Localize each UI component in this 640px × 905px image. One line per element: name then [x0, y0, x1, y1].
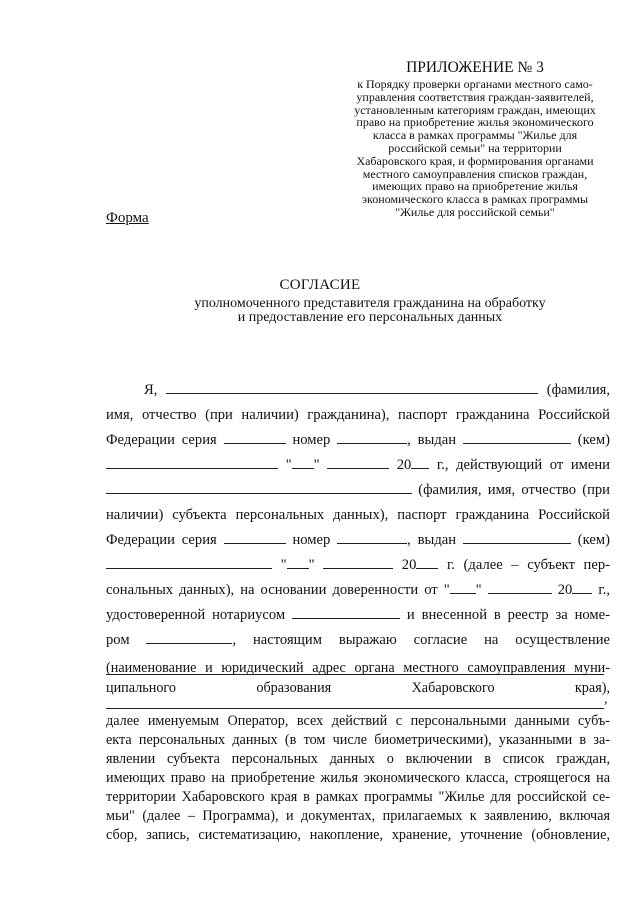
body-line-7: Федерации серия номер , выдан (кем) — [106, 532, 610, 548]
paragraph-line: территории Хабаровского края в рамках программы "Жилье для российской се- — [106, 789, 610, 805]
subject-passport-issuer-blank[interactable] — [463, 532, 571, 544]
registry-number-blank[interactable] — [146, 632, 232, 644]
appendix-line: Хабаровского края, и формирования органами — [356, 153, 594, 168]
appendix-line: экономического класса в рамках программы — [361, 192, 589, 207]
paragraph-line: екта персональных данных (в том числе биометрическими), указанными в за- — [106, 732, 610, 748]
subtitle-line: уполномоченного представителя гражданина на обработку — [194, 296, 546, 311]
passport-issuer-blank[interactable] — [463, 432, 571, 444]
appendix-line: класса в рамках программы "Жилье для — [372, 128, 578, 143]
appendix-header — [330, 58, 620, 219]
appendix-line: российской семьи" на территории — [388, 140, 562, 155]
appendix-line: имеющих право на приобретение жилья — [372, 179, 578, 194]
body-line-3: Федерации серия номер , выдан (кем) — [106, 432, 610, 448]
proxy-month-blank[interactable] — [488, 582, 552, 594]
subject-issue-month-blank[interactable] — [323, 557, 393, 569]
paragraph-line: имеющих право на приобретение жилья экономического класса, строящегося на — [106, 770, 610, 786]
body-line-8: " " 20 г. (далее – субъект пер- — [106, 557, 610, 574]
appendix-line: право на приобретение жилья экономического — [356, 115, 594, 130]
body-line-1: Я, (фамилия, — [144, 382, 610, 398]
body-line-9: сональных данных), на основании доверенности от " " 20 г., — [106, 582, 610, 598]
proxy-year-blank[interactable] — [572, 582, 592, 594]
notary-name-blank[interactable] — [292, 607, 400, 619]
issuer-continued-blank[interactable] — [106, 457, 278, 469]
subject-passport-series-blank[interactable] — [224, 532, 286, 544]
body-line-12: (наименование и юридический адрес органа местного самоуправления муни- — [106, 660, 610, 676]
representative-name-blank[interactable] — [166, 382, 538, 394]
passport-number-blank[interactable] — [337, 432, 407, 444]
document-subtitle — [0, 297, 640, 325]
appendix-line: к Порядку проверки органами местного само- — [357, 77, 593, 91]
comma: , — [604, 692, 608, 707]
paragraph-line: мьи" (далее – Программа), и документах, прилагаемых к заявлению, включая — [106, 808, 610, 824]
body-line-5: (фамилия, имя, отчество (при — [106, 482, 610, 499]
document-title: СОГЛАСИЕ — [279, 277, 361, 293]
body-line-6: наличии) субъекта персональных данных), паспорт гражданина Российской — [106, 507, 610, 523]
issue-month-blank[interactable] — [327, 457, 389, 469]
appendix-line: местного самоуправления списков граждан, — [362, 166, 588, 181]
body-line-11: ром , настоящим выражаю согласие на осуществление — [106, 632, 610, 648]
paragraph-line: явлении субъекта персональных данных о включении в список граждан, — [106, 751, 610, 767]
issue-day-blank[interactable] — [292, 457, 314, 469]
paragraph-line: далее именуемым Оператор, всех действий с персональными данными субъ- — [106, 713, 610, 729]
subject-issuer-continued-blank[interactable] — [106, 557, 272, 569]
passport-series-blank[interactable] — [224, 432, 286, 444]
proxy-day-blank[interactable] — [450, 582, 476, 594]
paragraph-line: сбор, запись, систематизацию, накопление, хранение, уточнение (обновление, — [106, 827, 610, 843]
appendix-line: "Жилье для российской семьи" — [395, 204, 555, 219]
body-line-13: ципального образования Хабаровского края), — [106, 680, 610, 696]
subtitle-line: и предоставление его персональных данных — [237, 310, 503, 325]
subject-passport-number-blank[interactable] — [337, 532, 407, 544]
subject-issue-year-blank[interactable] — [416, 557, 438, 569]
appendix-title: ПРИЛОЖЕНИЕ № 3 — [406, 59, 544, 76]
form-label: Форма — [106, 210, 149, 226]
body-line-10: удостоверенной нотариусом и внесенной в реестр за номе- — [106, 607, 610, 623]
subject-name-blank[interactable] — [106, 482, 412, 494]
body-line-4: " " 20 г., действующий от имени — [106, 457, 610, 474]
appendix-text — [330, 78, 620, 219]
body-line-2: имя, отчество (при наличии) гражданина), паспорт гражданина Российской — [106, 407, 610, 423]
issue-year-blank[interactable] — [411, 457, 429, 469]
appendix-line: управления соответствия граждан-заявителей, — [356, 89, 594, 104]
appendix-line: установленным категориям граждан, имеющих — [354, 102, 596, 117]
subject-issue-day-blank[interactable] — [287, 557, 309, 569]
operator-address-line[interactable] — [106, 708, 604, 709]
